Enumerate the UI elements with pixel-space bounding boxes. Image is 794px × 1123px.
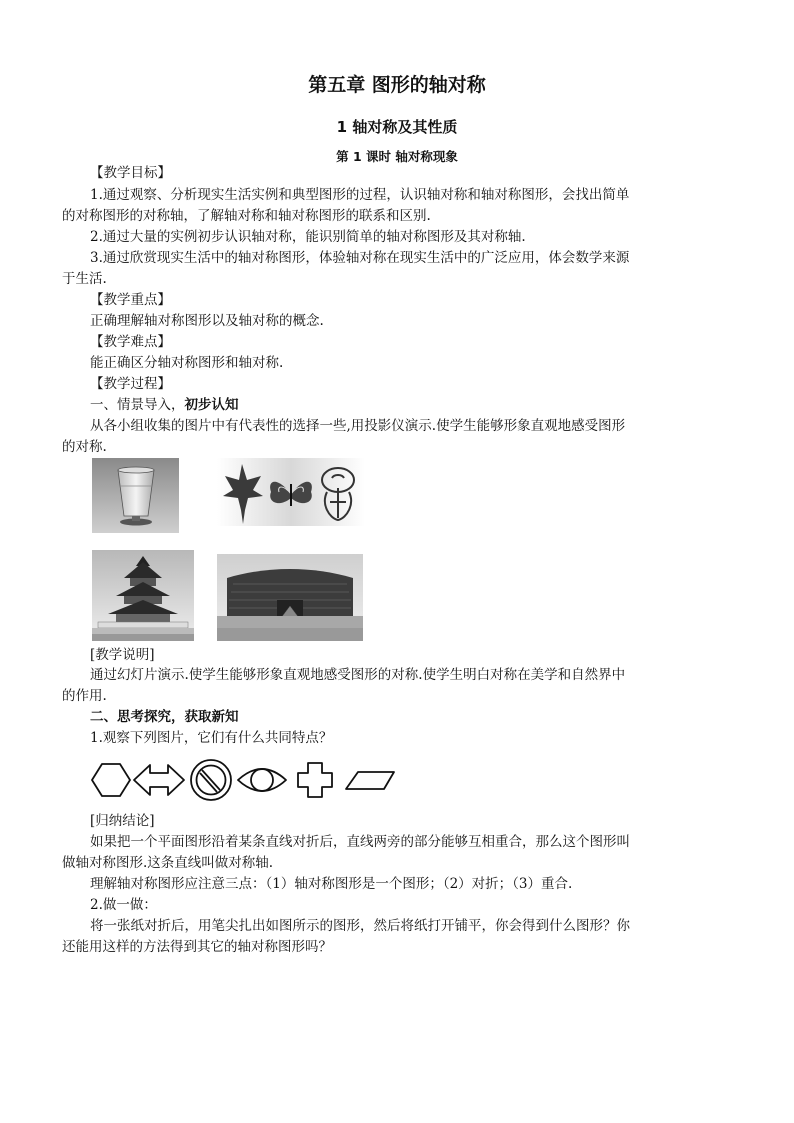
- goals-heading: 【教学目标】: [90, 165, 171, 181]
- goal-3-line-2: 于生活.: [62, 271, 107, 287]
- process-heading: 【教学过程】: [90, 376, 171, 392]
- goal-1-line-1: 1.通过观察、分析现实生活实例和典型图形的过程，认识轴对称和轴对称图形，会找出简单: [90, 187, 630, 203]
- goal-2: 2.通过大量的实例初步认识轴对称，能识别简单的轴对称图形及其对称轴.: [90, 229, 526, 245]
- note-line-2: 的作用.: [62, 688, 107, 704]
- symmetric-shapes-figure: [90, 755, 410, 809]
- temple-of-heaven-photo: [92, 550, 194, 641]
- question-2-heading: 2.做一做：: [90, 897, 157, 913]
- note-heading: [教学说明]: [90, 647, 155, 663]
- goal-3-line-1: 3.通过欣赏现实生活中的轴对称图形，体验轴对称在现实生活中的广泛应用，体会数学来源: [90, 250, 630, 266]
- question-2-line-1: 将一张纸对折后，用笔尖扎出如图所示的图形，然后将纸打开铺平，你会得到什么图形？你: [90, 918, 630, 934]
- step-2-heading: 二、思考探究，获取新知: [90, 709, 239, 725]
- lesson-title: 第 1 课时 轴对称现象: [336, 149, 458, 164]
- difficult-heading: 【教学难点】: [90, 334, 171, 350]
- hexagon-shape: [92, 764, 130, 796]
- chapter-title: 第五章 图形的轴对称: [308, 74, 486, 96]
- glass-photo: [92, 458, 179, 533]
- eye-shape: [238, 769, 286, 791]
- key-heading: 【教学重点】: [90, 292, 171, 308]
- key-text: 正确理解轴对称图形以及轴对称的概念.: [90, 313, 324, 329]
- parallelogram-shape: [346, 772, 394, 789]
- step-1-bold: 初步认知: [184, 397, 239, 413]
- goal-1-line-2: 的对称图形的对称轴，了解轴对称和轴对称图形的联系和区别.: [62, 208, 431, 224]
- three-points: 理解轴对称图形应注意三点：（1）轴对称图形是一个图形；（2）对折；（3）重合.: [90, 876, 573, 892]
- conclusion-line-1: 如果把一个平面图形沿着某条直线对折后，直线两旁的部分能够互相重合，那么这个图形叫: [90, 834, 630, 850]
- section-title: 1 轴对称及其性质: [336, 118, 458, 136]
- cross-shape: [298, 763, 332, 797]
- leaf-butterfly-papercut-photo: [217, 458, 365, 526]
- step-1-heading: [90, 396, 239, 414]
- question-1: 1.观察下列图片，它们有什么共同特点？: [90, 730, 333, 746]
- conclusion-line-2: 做轴对称图形.这条直线叫做对称轴.: [62, 855, 274, 871]
- question-2-line-2: 还能用这样的方法得到其它的轴对称图形吗？: [62, 939, 332, 955]
- step-1-line-1: 从各小组收集的图片中有代表性的选择一些,用投影仪演示.使学生能够形象直观地感受图形: [90, 418, 626, 434]
- building-photo: [217, 554, 363, 641]
- double-arrow-shape: [134, 765, 184, 795]
- step-1-prefix: 一、情景导入，: [90, 397, 185, 413]
- no-entry-sign-shape: [191, 760, 231, 800]
- step-1-line-2: 的对称.: [62, 439, 107, 455]
- note-line-1: 通过幻灯片演示.使学生能够形象直观地感受图形的对称.使学生明白对称在美学和自然界中: [90, 667, 626, 683]
- conclusion-heading: [归纳结论]: [90, 813, 155, 829]
- difficult-text: 能正确区分轴对称图形和轴对称.: [90, 355, 284, 371]
